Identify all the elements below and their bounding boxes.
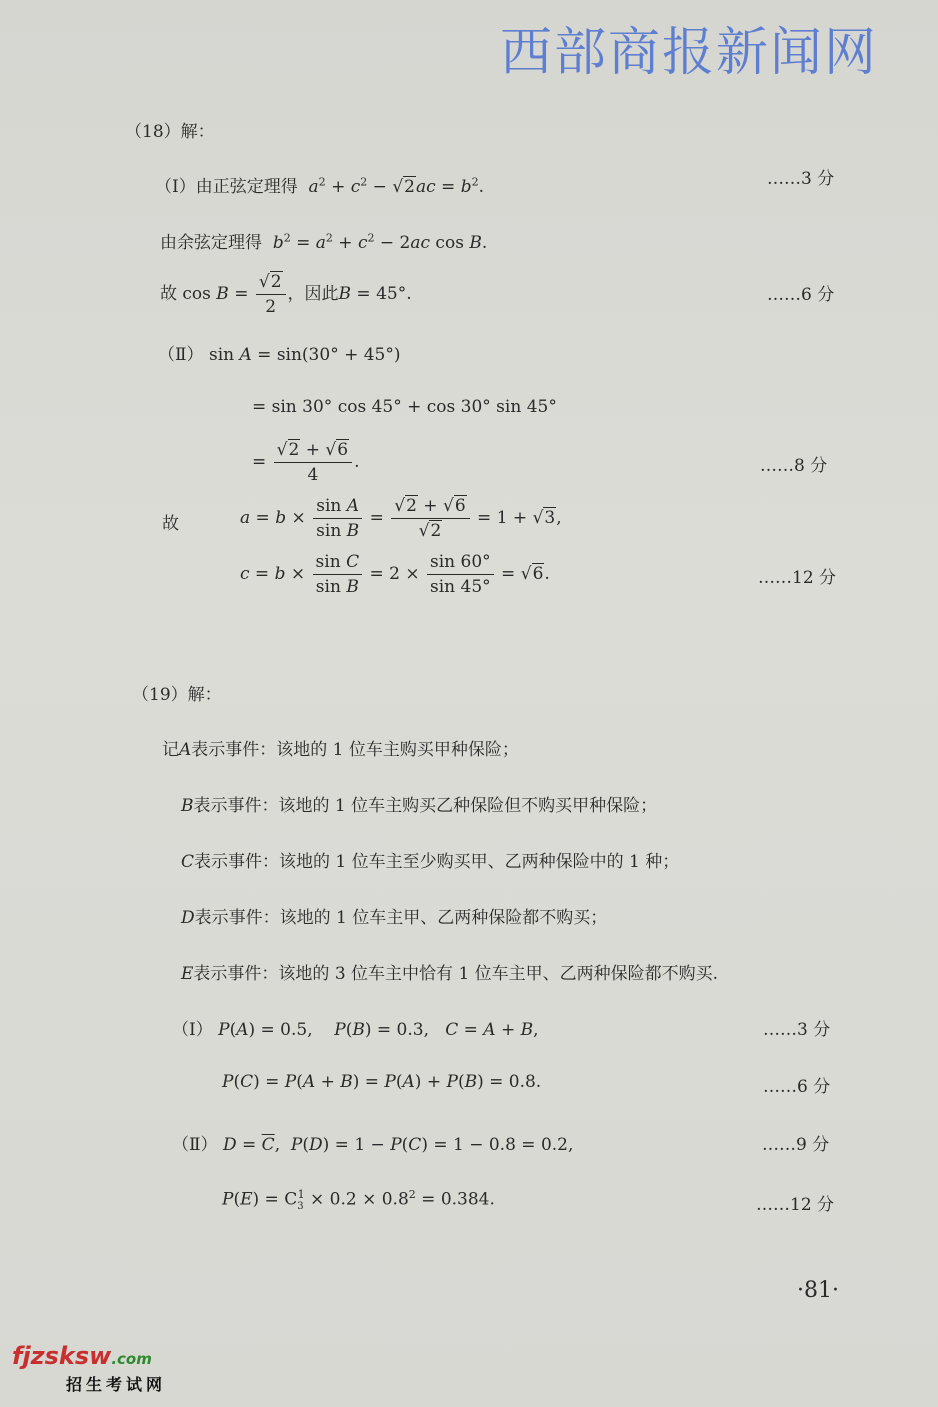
q18-line7: c = b × $\frac{\text{sin C}}{\text{sin B}}$ = 2 × $\frac{\sin 60^\circ}{\sin 45^\circ}$ = √6.: [240, 552, 550, 597]
q18-line5b: = $\frac{√2 + √6}{4}$ .: [252, 440, 360, 485]
q18-score-4: ……12 分: [758, 568, 837, 588]
q19-part1-line2: P(C) = P(A + B) = P(A) + P(B) = 0.8.: [222, 1072, 542, 1092]
q18-line1: （Ⅰ）由正弦定理得 $a^2 + c^2 - √2ac = b^2$.: [155, 175, 485, 197]
watermark: 西部商报新闻网: [500, 23, 879, 83]
q19-score-4: ……12 分: [756, 1195, 835, 1215]
q18-heading: （18）解：: [125, 122, 215, 142]
q19-event-c: C表示事件：该地的 1 位车主至少购买甲、乙两种保险中的 1 种；: [181, 852, 680, 872]
site-logo[interactable]: fjzsksw.com: [12, 1342, 152, 1370]
q18-line3: 故 cos B = $\frac{√2}{2}$ ，因此B = 45°.: [160, 272, 412, 317]
q18-score-1: ……3 分: [767, 169, 835, 189]
q19-event-d: D表示事件：该地的 1 位车主甲、乙两种保险都不购买；: [181, 908, 608, 928]
q18-line4: （Ⅱ） sin A = sin(30° + 45°): [158, 345, 401, 365]
q18-gu: 故: [162, 514, 179, 534]
q18-line5a: = sin 30° cos 45° + cos 30° sin 45°: [252, 397, 557, 417]
q19-event-b: B表示事件：该地的 1 位车主购买乙种保险但不购买甲种保险；: [181, 796, 658, 816]
q19-part2-line1: （Ⅱ） $D = \overline{C}$, P(D) = 1 − P(C) = 1 − 0.8 = 0.2,: [172, 1135, 574, 1155]
q19-heading: （19）解：: [132, 685, 222, 705]
q18-line2: 由余弦定理得 $b^2 = a^2 + c^2 - 2ac$ cos B.: [160, 231, 488, 253]
site-logo-subtitle: 招生考试网: [66, 1375, 167, 1394]
q19-score-1: ……3 分: [763, 1020, 831, 1040]
q18-score-2: ……6 分: [767, 285, 835, 305]
q19-part2-line2: $P(E) = C_3^1 \times 0.2 \times 0.8^2 = 0.384$.: [222, 1188, 495, 1213]
q18-line6: a = b × $\frac{\text{sin A}}{\text{sin B}}$ = $\frac{√2 + √6}{√2}$ = 1 + √3,: [240, 496, 562, 541]
page-number: ·81·: [797, 1278, 839, 1303]
q19-score-2: ……6 分: [763, 1077, 831, 1097]
q19-event-e: E表示事件：该地的 3 位车主中恰有 1 位车主甲、乙两种保险都不购买.: [181, 964, 719, 984]
q19-event-a: 记A表示事件：该地的 1 位车主购买甲种保险；: [162, 740, 519, 760]
q18-score-3: ……8 分: [760, 456, 828, 476]
q19-part1-line1: （Ⅰ） P(A) = 0.5, P(B) = 0.3, C = A + B,: [172, 1020, 539, 1040]
q19-score-3: ……9 分: [762, 1135, 830, 1155]
